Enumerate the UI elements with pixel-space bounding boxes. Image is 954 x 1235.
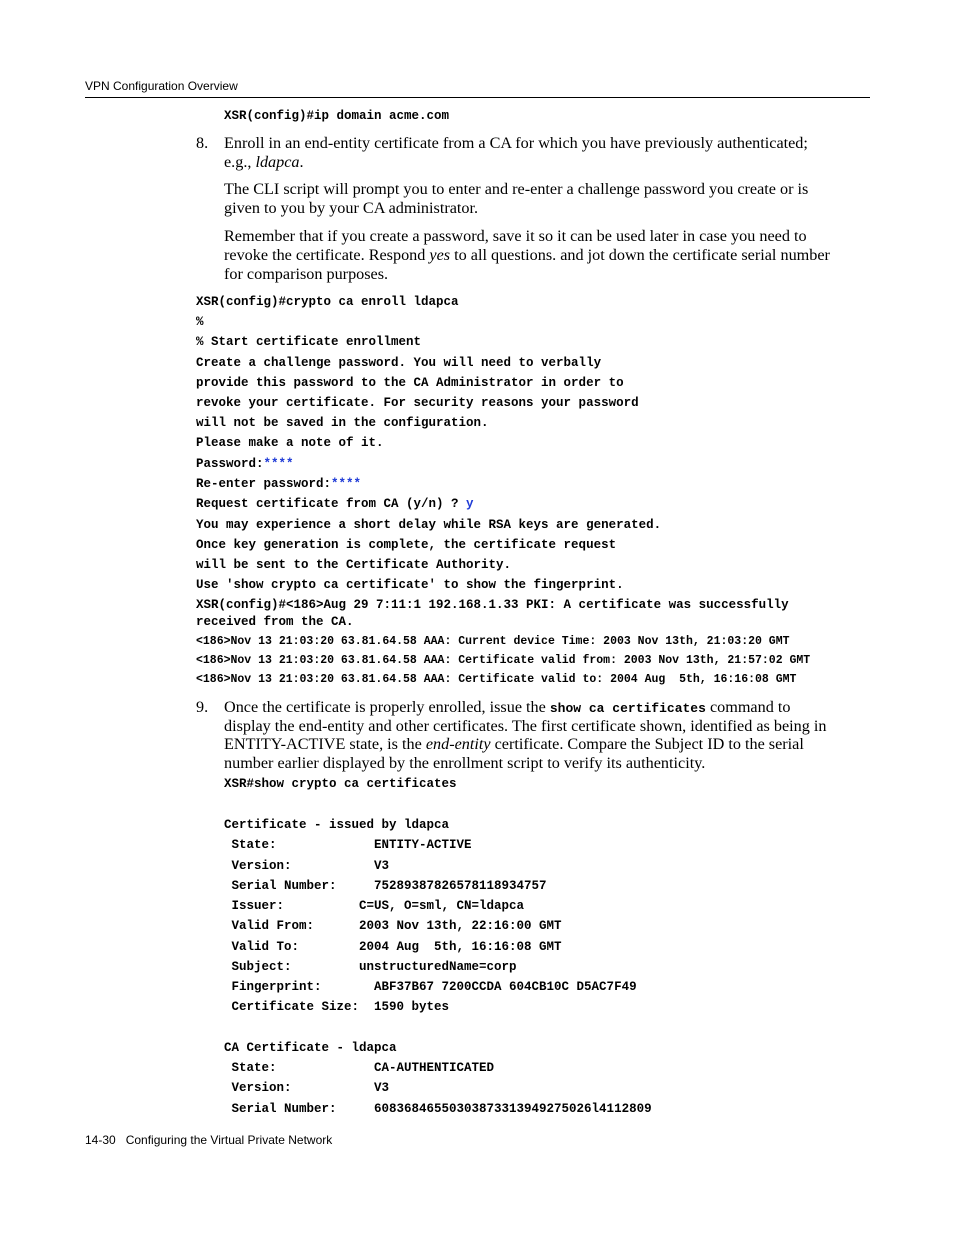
step-8-para2-line1: The CLI script will prompt you to enter and re-enter a challenge password you create or is [224,180,809,198]
step-8-para3-line2: revoke the certificate. Respond yes to all questions. and jot down the certificate serial number [224,246,830,264]
cli-line: Use 'show crypto ca certificate' to show the fingerprint. [196,578,624,592]
cli-line: % [196,315,204,329]
cert-field: Subject: unstructuredName=corp [224,960,517,974]
cert-field: Issuer: C=US, O=sml, CN=ldapca [224,899,525,913]
cli-show-command: XSR#show crypto ca certificates [224,777,457,791]
cli-password-line: Password:**** [196,457,294,471]
step-9-number: 9. [196,698,209,716]
step-8-para2-line2: given to you by your CA administrator. [224,199,479,217]
cli-line: XSR(config)#<186>Aug 29 7:11:1 192.168.1.33 PKI: A certificate was successfully [196,598,789,612]
cli-line: <186>Nov 13 21:03:20 63.81.64.58 AAA: Certificate valid to: 2004 Aug 5th, 16:16:08 GMT [196,673,797,686]
cert-field: Certificate Size: 1590 bytes [224,1000,450,1014]
cert-field: State: CA-AUTHENTICATED [224,1061,495,1075]
cli-request-line: Request certificate from CA (y/n) ? y [196,497,474,511]
cert-title: Certificate - issued by ldapca [224,818,450,832]
cli-line: will be sent to the Certificate Authority. [196,558,512,572]
cli-line: % Start certificate enrollment [196,335,422,349]
cli-line: XSR(config)#crypto ca enroll ldapca [196,295,459,309]
step-8-para3-line1: Remember that if you create a password, save it so it can be used later in case you need to [224,227,807,245]
cli-line: <186>Nov 13 21:03:20 63.81.64.58 AAA: Certificate valid from: 2003 Nov 13th, 21:57:02 GMT [196,654,811,667]
header-rule [85,97,870,98]
running-header: VPN Configuration Overview [85,79,238,93]
user-input: y [466,497,474,511]
cert-field: Serial Number: 60836846550303873313949275026l4112809 [224,1102,652,1116]
cert-field: Valid From: 2003 Nov 13th, 22:16:00 GMT [224,919,562,933]
cert-field: Valid To: 2004 Aug 5th, 16:16:08 GMT [224,940,562,954]
cert-field: State: ENTITY-ACTIVE [224,838,472,852]
step-9-line1: Once the certificate is properly enrolled, issue the show ca certificates command to [224,698,791,716]
cli-line: You may experience a short delay while RSA keys are generated. [196,518,662,532]
cli-line: Once key generation is complete, the certificate request [196,538,617,552]
cmd-ip-domain: XSR(config)#ip domain acme.com [224,109,450,123]
user-input: **** [331,477,362,491]
chapter-title: Configuring the Virtual Private Network [125,1133,333,1147]
cert-field: Version: V3 [224,859,390,873]
step-9-line3: ENTITY-ACTIVE state, is the end-entity certificate. Compare the Subject ID to the serial [224,735,804,753]
step-9-line2: display the end-entity and other certificates. The first certificate shown, identified as being in [224,717,827,735]
cli-line: <186>Nov 13 21:03:20 63.81.64.58 AAA: Current device Time: 2003 Nov 13th, 21:03:20 GMT [196,635,790,648]
cli-line: Create a challenge password. You will need to verbally [196,356,602,370]
cli-line: revoke your certificate. For security reasons your password [196,396,639,410]
step-9-line4: number earlier displayed by the enrollment script to verify its authenticity. [224,754,706,772]
cli-line: received from the CA. [196,615,354,629]
cli-line: will not be saved in the configuration. [196,416,489,430]
cli-line: Please make a note of it. [196,436,384,450]
page-number: 14-30 [85,1133,116,1147]
step-8-para3-line3: for comparison purposes. [224,265,389,283]
cert-field: Version: V3 [224,1081,390,1095]
cli-reenter-password-line: Re-enter password:**** [196,477,362,491]
user-input: **** [263,457,294,471]
cert-title: CA Certificate - ldapca [224,1041,397,1055]
page-footer [85,1133,332,1147]
step-8-text-line1: Enroll in an end-entity certificate from a CA for which you have previously authenticated; [224,134,808,152]
cert-field: Fingerprint: ABF37B67 7200CCDA 604CB10C D5AC7F49 [224,980,637,994]
step-8-text-line2: e.g., ldapca. [224,153,304,171]
cert-field: Serial Number: 75289387826578118934757 [224,879,547,893]
cli-line: provide this password to the CA Administrator in order to [196,376,624,390]
step-8-number: 8. [196,134,209,152]
